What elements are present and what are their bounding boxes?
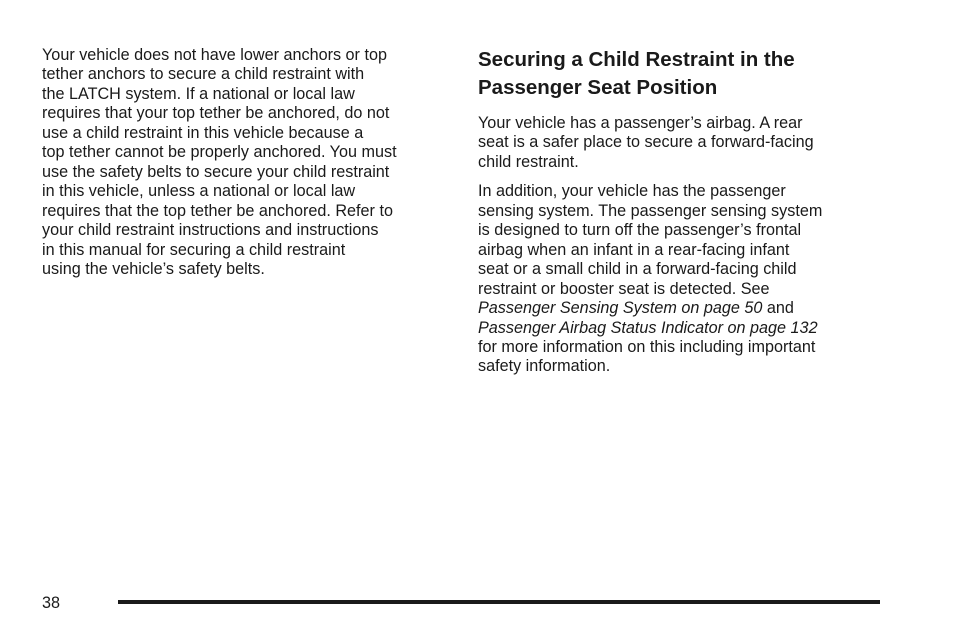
section-heading [478, 46, 868, 102]
text-line: safety information. [478, 357, 611, 376]
text-line: requires that your top tether be anchored, do not [42, 104, 390, 123]
ref-connector: and [762, 299, 794, 318]
right-column [478, 46, 868, 387]
text-line: for more information on this including important [478, 337, 816, 356]
page-number: 38 [42, 594, 61, 612]
text-line: child restraint. [478, 152, 579, 171]
sensing-system-paragraph [478, 182, 868, 377]
text-line: is designed to turn off the passenger’s frontal [478, 221, 802, 240]
heading-line: Securing a Child Restraint in the [478, 48, 795, 71]
text-line: sensing system. The passenger sensing system [478, 201, 823, 220]
text-line: tether anchors to secure a child restraint with [42, 65, 365, 84]
heading-line: Passenger Seat Position [478, 76, 718, 99]
text-line: airbag when an infant in a rear-facing infant [478, 240, 790, 259]
text-line: seat or a small child in a forward-facing child [478, 260, 797, 279]
text-line: top tether cannot be properly anchored. You must [42, 143, 397, 162]
latch-paragraph [42, 46, 442, 279]
text-line: your child restraint instructions and instructions [42, 221, 379, 240]
text-line: in this vehicle, unless a national or local law [42, 182, 356, 201]
text-line: using the vehicle’s safety belts. [42, 259, 265, 278]
text-line: use a child restraint in this vehicle because a [42, 123, 364, 142]
cross-reference-passenger-sensing[interactable]: Passenger Sensing System on page 50 [478, 299, 763, 318]
text-line: requires that the top tether be anchored. Refer to [42, 201, 393, 220]
text-line: in this manual for securing a child restraint [42, 240, 346, 259]
text-line: restraint or booster seat is detected. See [478, 279, 770, 298]
footer-rule [118, 600, 880, 604]
cross-reference-line [478, 299, 868, 318]
text-line: seat is a safer place to secure a forward-facing [478, 133, 814, 152]
text-line: the LATCH system. If a national or local law [42, 84, 355, 103]
text-line: Your vehicle does not have lower anchors or top [42, 46, 387, 64]
text-line: use the safety belts to secure your child restraint [42, 162, 390, 181]
left-column [42, 46, 442, 289]
cross-reference-airbag-status[interactable]: Passenger Airbag Status Indicator on page 132 [478, 318, 818, 337]
text-line: Your vehicle has a passenger’s airbag. A rear [478, 114, 803, 132]
airbag-paragraph [478, 114, 868, 172]
text-line: In addition, your vehicle has the passenger [478, 182, 786, 201]
